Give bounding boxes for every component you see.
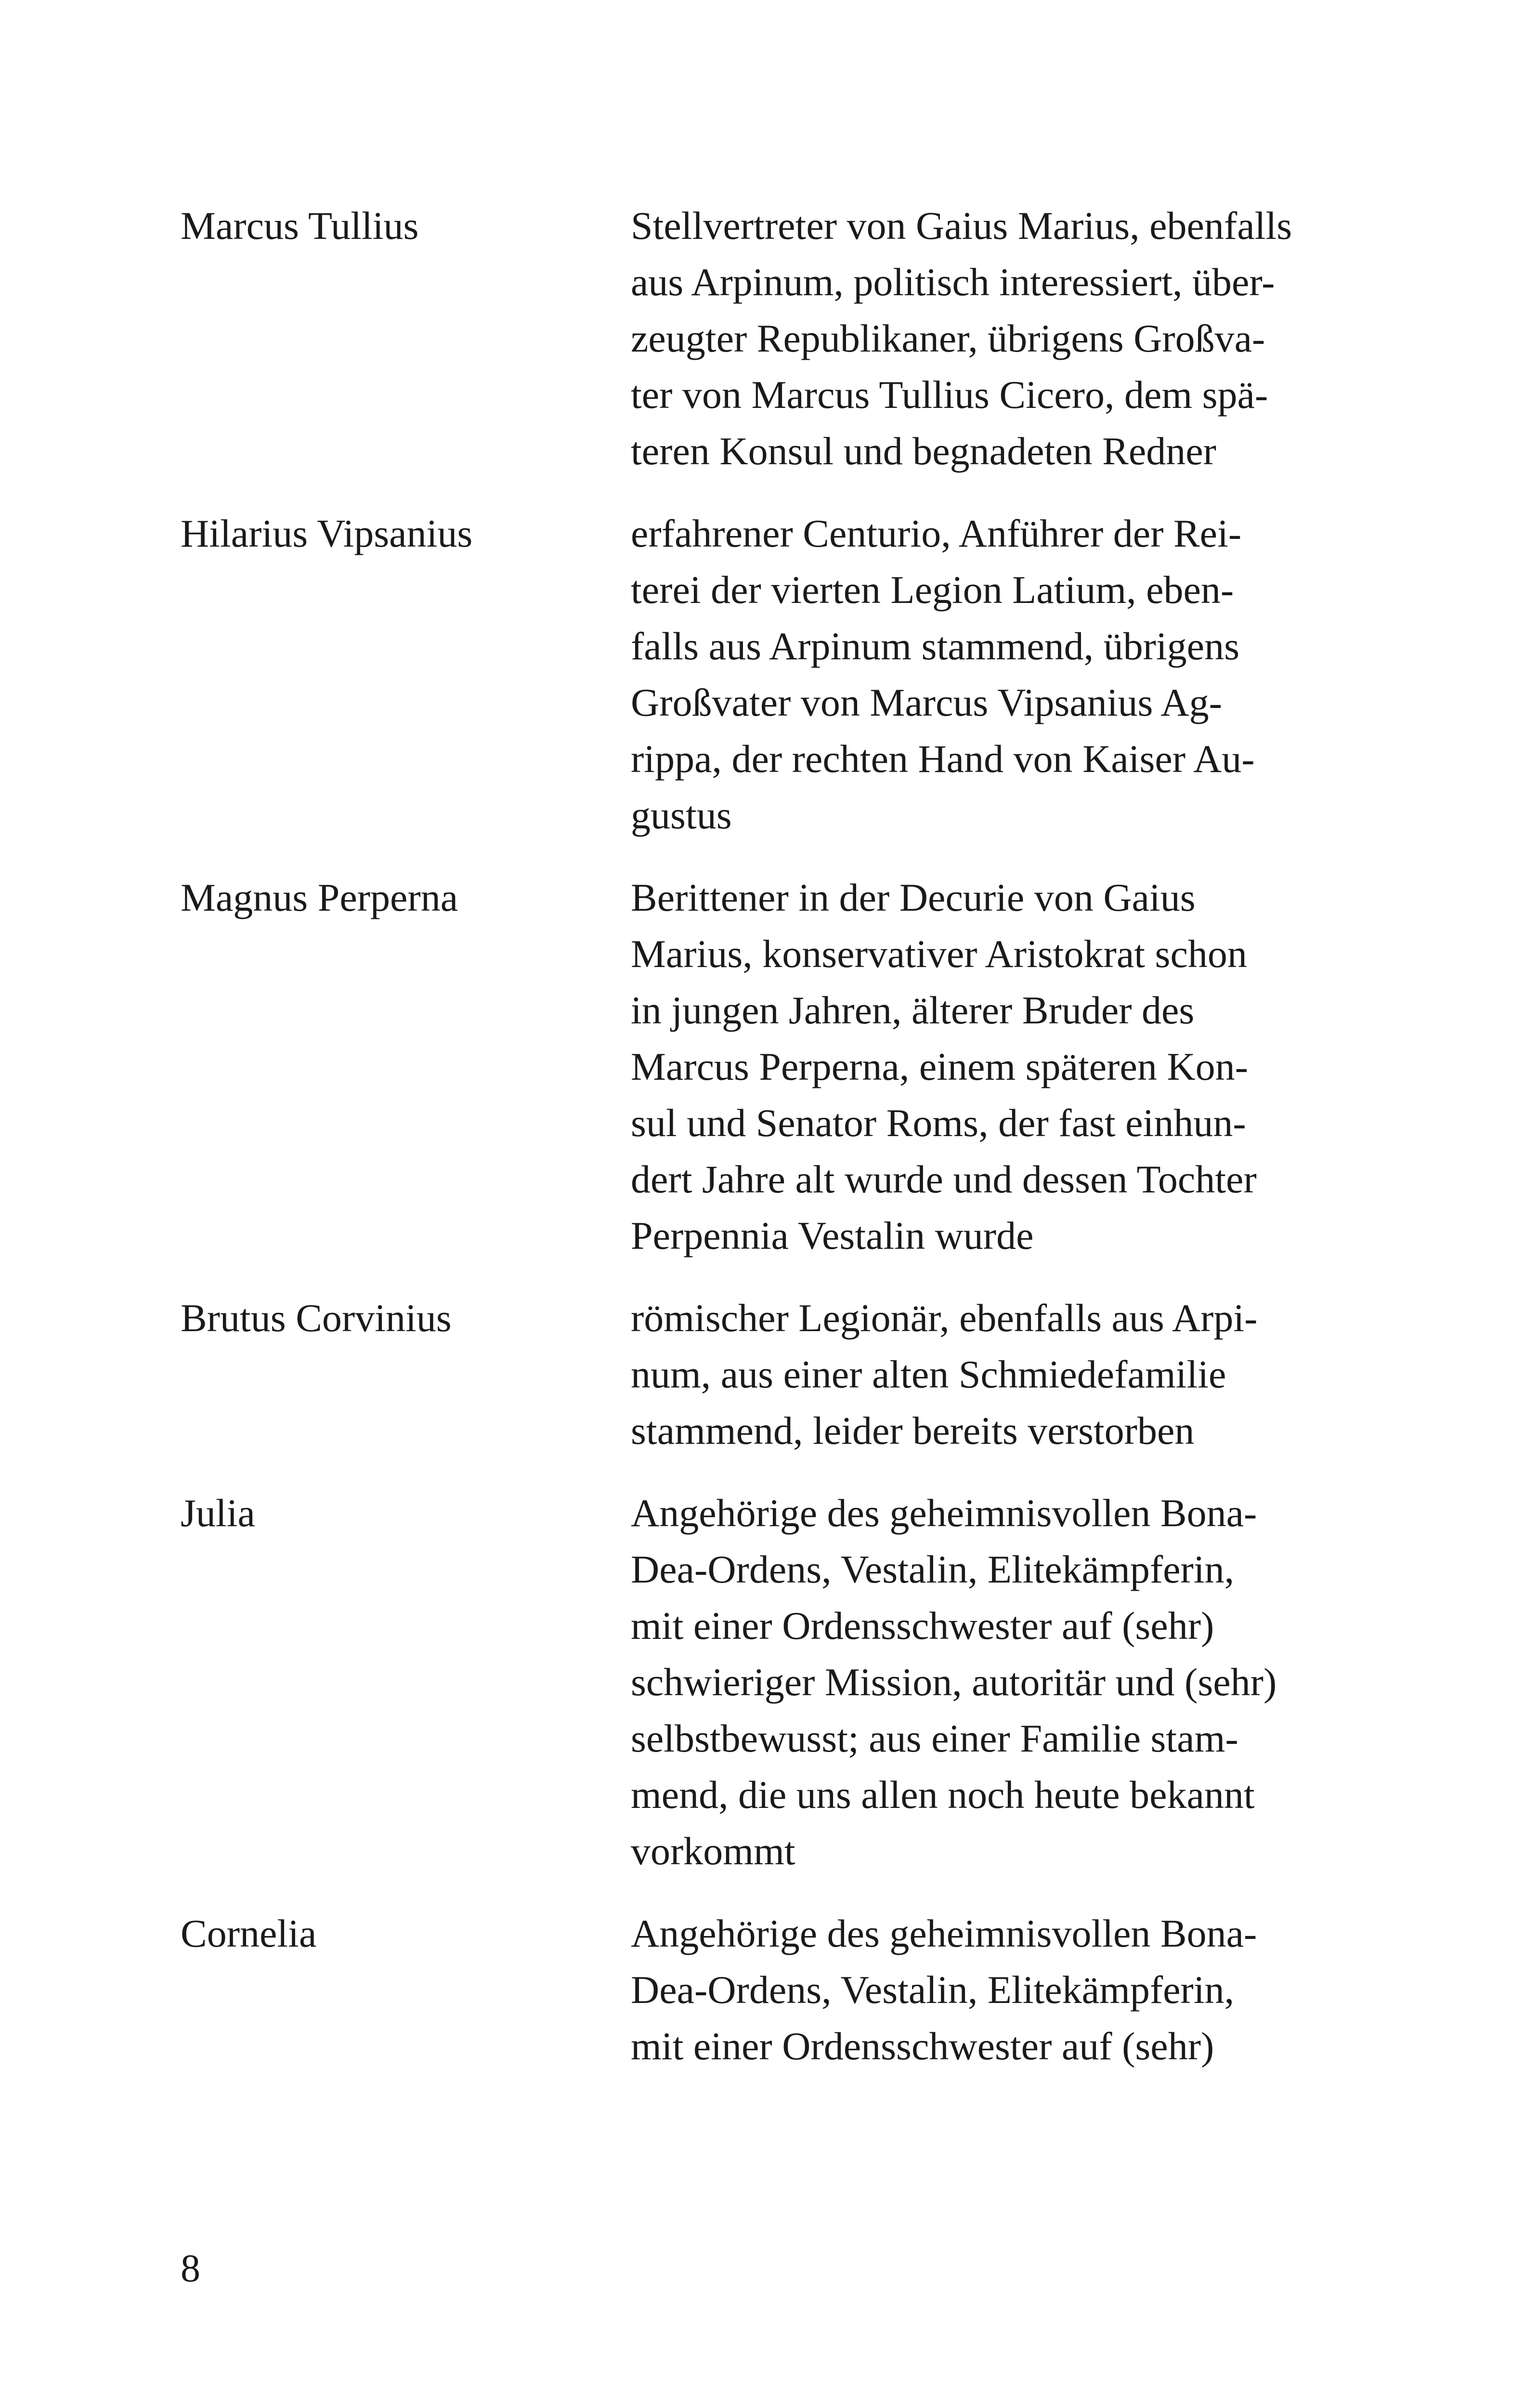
character-description: Angehörige des geheimnisvollen Bona- Dea-Ordens, Vestalin, Elitekämpferin, mit einer Ordensschwester auf (sehr) — [631, 1911, 1257, 2068]
character-name: Hilarius Vipsanius — [181, 511, 473, 555]
character-description: Angehörige des geheimnisvollen Bona- Dea-Ordens, Vestalin, Elitekämpferin, mit einer Ordensschwester auf (sehr) schwieriger Mission, autoritär und (sehr) selbstbewusst; aus einer Familie stam- mend, die uns allen noch heute bekannt vorkommt — [631, 1491, 1277, 1873]
character-name: Magnus Perperna — [181, 876, 458, 919]
character-list — [181, 197, 1327, 2074]
character-entry — [181, 1905, 1327, 2074]
character-name: Cornelia — [181, 1911, 317, 1955]
character-entry — [181, 1485, 1327, 1879]
character-description: erfahrener Centurio, Anführer der Rei- terei der vierten Legion Latium, eben- falls aus Arpinum stammend, übrigens Großvater von Marcus Vipsanius Ag- rippa, der rechten Hand von Kaiser Au- gustus — [631, 511, 1255, 837]
character-entry — [181, 505, 1327, 843]
character-entry — [181, 197, 1327, 479]
character-description: römischer Legionär, ebenfalls aus Arpi- num, aus einer alten Schmiedefamilie stammend, leider bereits verstorben — [631, 1296, 1258, 1453]
character-name: Marcus Tullius — [181, 204, 419, 248]
character-description: Berittener in der Decurie von Gaius Marius, konservativer Aristokrat schon in jungen Jahren, älterer Bruder des Marcus Perperna, einem späteren Kon- sul und Senator Roms, der fast einhun- dert Jahre alt wurde und dessen Tochter Perpennia Vestalin wurde — [631, 876, 1257, 1257]
character-entry — [181, 869, 1327, 1264]
character-description: Stellvertreter von Gaius Marius, ebenfalls aus Arpinum, politisch interessiert, über- zeugter Republikaner, übrigens Großva- ter von Marcus Tullius Cicero, dem spä- teren Konsul und begnadeten Redner — [631, 204, 1292, 473]
character-name: Julia — [181, 1491, 255, 1535]
character-name: Brutus Corvinius — [181, 1296, 452, 1340]
character-entry — [181, 1290, 1327, 1459]
page-number: 8 — [181, 2246, 200, 2290]
